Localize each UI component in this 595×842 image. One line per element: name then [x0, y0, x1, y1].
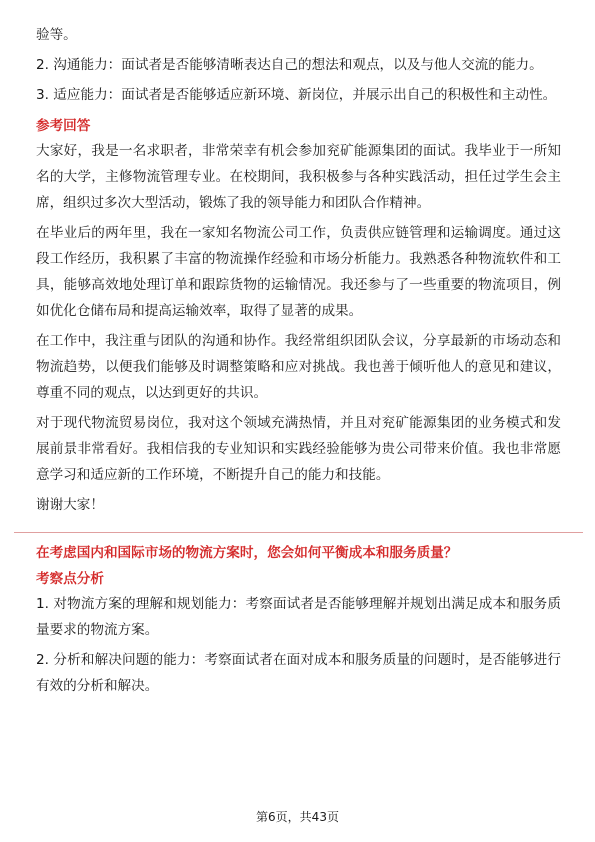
point-adaptability: 3. 适应能力：面试者是否能够适应新环境、新岗位，并展示出自己的积极性和主动性。 [36, 87, 557, 103]
answer-paragraph: 大家好，我是一名求职者，非常荣幸有机会参加兖矿能源集团的面试。我毕业于一所知名的大学，主修物流管理专业。在校期间，我积极参与各种实践活动，担任过学生会主席，组织过多次大型活动，锻炼了我的领导能力和团队合作精神。 [36, 143, 561, 211]
point-communication: 2. 沟通能力：面试者是否能够清晰表达自己的想法和观点，以及与他人交流的能力。 [36, 57, 543, 73]
question-title: 在考虑国内和国际市场的物流方案时，您会如何平衡成本和服务质量？ [36, 545, 458, 561]
answer-paragraph: 对于现代物流贸易岗位，我对这个领域充满热情，并且对兖矿能源集团的业务模式和发展前景非常看好。我相信我的专业知识和实践经验能够为贵公司带来价值。我也非常愿意学习和适应新的工作环境，不断提升自己的能力和技能。 [36, 415, 561, 483]
analysis-point: 2. 分析和解决问题的能力：考察面试者在面对成本和服务质量的问题时，是否能够进行有效的分析和解决。 [36, 652, 561, 694]
section-divider [14, 532, 583, 533]
page-number: 第6页，共43页 [256, 810, 339, 824]
analysis-point: 1. 对物流方案的理解和规划能力：考察面试者是否能够理解并规划出满足成本和服务质量要求的物流方案。 [36, 596, 561, 638]
answer-closing: 谢谢大家！ [36, 497, 104, 513]
analysis-heading: 考察点分析 [36, 571, 104, 587]
paragraph-continuation: 验等。 [36, 27, 77, 43]
answer-paragraph: 在工作中，我注重与团队的沟通和协作。我经常组织团队会议，分享最新的市场动态和物流趋势，以便我们能够及时调整策略和应对挑战。我也善于倾听他人的意见和建议，尊重不同的观点，以达到更好的共识。 [36, 333, 561, 401]
document-body [36, 22, 561, 699]
answer-paragraph: 在毕业后的两年里，我在一家知名物流公司工作，负责供应链管理和运输调度。通过这段工作经历，我积累了丰富的物流操作经验和市场分析能力。我熟悉各种物流软件和工具，能够高效地处理订单和跟踪货物的运输情况。我还参与了一些重要的物流项目，例如优化仓储布局和提高运输效率，取得了显著的成果。 [36, 225, 561, 319]
answer-heading: 参考回答 [36, 118, 91, 134]
